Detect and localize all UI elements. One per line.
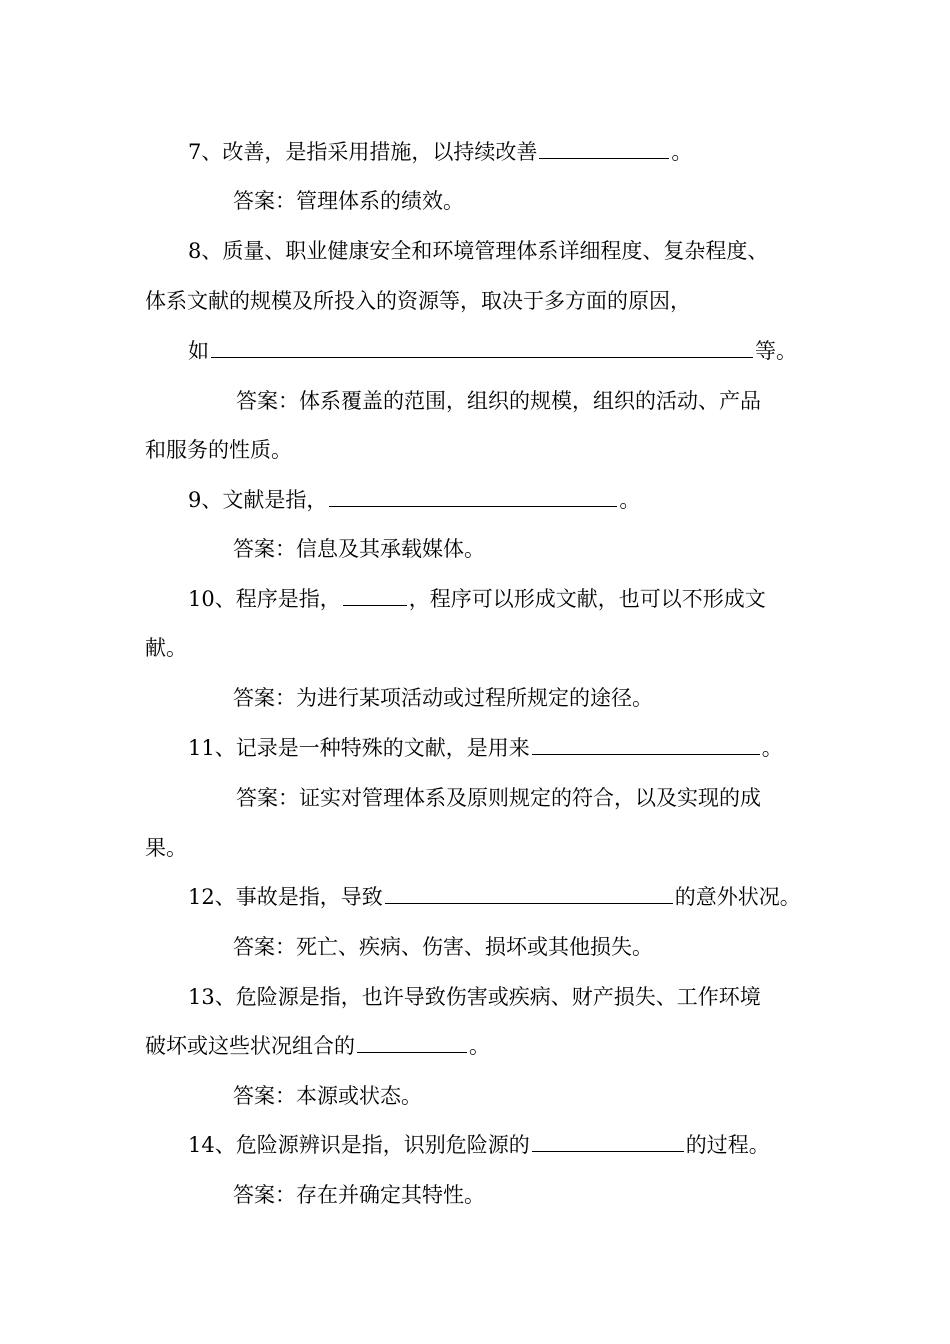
question-text-end: 。 <box>619 488 641 512</box>
answer-text: 体系覆盖的范围，组织的规模，组织的活动、产品 <box>299 389 761 413</box>
answer-8-line-2 <box>145 435 292 465</box>
answer-11 <box>236 783 761 813</box>
question-number: 11、 <box>188 736 236 760</box>
question-text: 破坏或这些状况组合的 <box>145 1034 355 1058</box>
answer-blank <box>329 486 617 507</box>
question-10 <box>188 584 766 614</box>
answer-label: 答案： <box>233 1084 296 1108</box>
answer-text: 信息及其承载媒体。 <box>296 537 485 561</box>
question-number: 12、 <box>188 885 236 909</box>
answer-blank <box>385 883 673 904</box>
question-text: 危险源是指，也许导致伤害或疾病、财产损失、工作环境 <box>235 985 761 1009</box>
question-text: 文献是指， <box>222 488 328 512</box>
answer-blank <box>532 734 760 755</box>
answer-label: 答案： <box>233 686 296 710</box>
answer-label: 答案： <box>236 389 299 413</box>
answer-13 <box>233 1081 422 1111</box>
question-number: 8、 <box>188 239 223 263</box>
question-text-end: 的意外状况。 <box>674 885 801 909</box>
answer-text: 和服务的性质。 <box>145 438 292 462</box>
answer-label: 答案： <box>236 786 299 810</box>
question-text: 改善，是指采用措施，以持续改善 <box>222 140 538 164</box>
answer-blank <box>532 1131 684 1152</box>
question-text: 献。 <box>145 636 187 660</box>
question-text-end: ，程序可以形成文献，也可以不形成文 <box>408 587 766 611</box>
question-text-end: 。 <box>761 736 783 760</box>
question-13-line-2 <box>145 1031 490 1061</box>
question-text-end: 等。 <box>755 339 797 363</box>
answer-blank <box>211 337 753 358</box>
question-text: 事故是指，导致 <box>235 885 383 909</box>
question-8 <box>188 236 768 266</box>
question-10-line-2 <box>145 633 187 663</box>
question-text: 危险源辨识是指，识别危险源的 <box>235 1133 530 1157</box>
question-number: 9、 <box>188 488 223 512</box>
question-text-end: 。 <box>469 1034 490 1058</box>
question-text: 如 <box>188 339 209 363</box>
question-12 <box>188 882 801 912</box>
question-14 <box>188 1130 770 1160</box>
question-number: 10、 <box>188 587 236 611</box>
question-number: 7、 <box>188 140 223 164</box>
answer-text: 管理体系的绩效。 <box>296 189 464 213</box>
answer-11-line-2 <box>145 833 187 863</box>
question-text: 程序是指， <box>235 587 341 611</box>
answer-label: 答案： <box>233 1183 296 1207</box>
answer-blank <box>343 585 407 606</box>
answer-blank <box>539 138 669 159</box>
question-text: 体系文献的规模及所投入的资源等，取决于多方面的原因， <box>145 289 691 313</box>
answer-text: 存在并确定其特性。 <box>296 1183 485 1207</box>
question-number: 13、 <box>188 985 236 1009</box>
answer-text: 证实对管理体系及原则规定的符合，以及实现的成 <box>299 786 761 810</box>
answer-text: 本源或状态。 <box>296 1084 422 1108</box>
question-7 <box>188 137 692 167</box>
answer-text: 死亡、疾病、伤害、损坏或其他损失。 <box>296 935 653 959</box>
answer-7 <box>233 186 464 216</box>
answer-text: 为进行某项活动或过程所规定的途径。 <box>296 686 653 710</box>
answer-label: 答案： <box>233 935 296 959</box>
answer-label: 答案： <box>233 189 296 213</box>
answer-12 <box>233 932 653 962</box>
question-13 <box>188 982 761 1012</box>
answer-text: 果。 <box>145 836 187 860</box>
answer-blank <box>357 1032 467 1053</box>
answer-label: 答案： <box>233 537 296 561</box>
question-8-line-2 <box>145 286 691 316</box>
answer-10 <box>233 683 653 713</box>
question-text-end: 的过程。 <box>685 1133 770 1157</box>
question-text: 质量、职业健康安全和环境管理体系详细程度、复杂程度、 <box>222 239 769 263</box>
question-11 <box>188 733 783 763</box>
question-text: 记录是一种特殊的文献，是用来 <box>235 736 530 760</box>
question-number: 14、 <box>188 1133 236 1157</box>
answer-8 <box>236 386 761 416</box>
question-8-line-3 <box>188 336 797 366</box>
question-9 <box>188 485 640 515</box>
question-text-end: 。 <box>671 140 693 164</box>
answer-14 <box>233 1180 485 1210</box>
answer-9 <box>233 534 485 564</box>
